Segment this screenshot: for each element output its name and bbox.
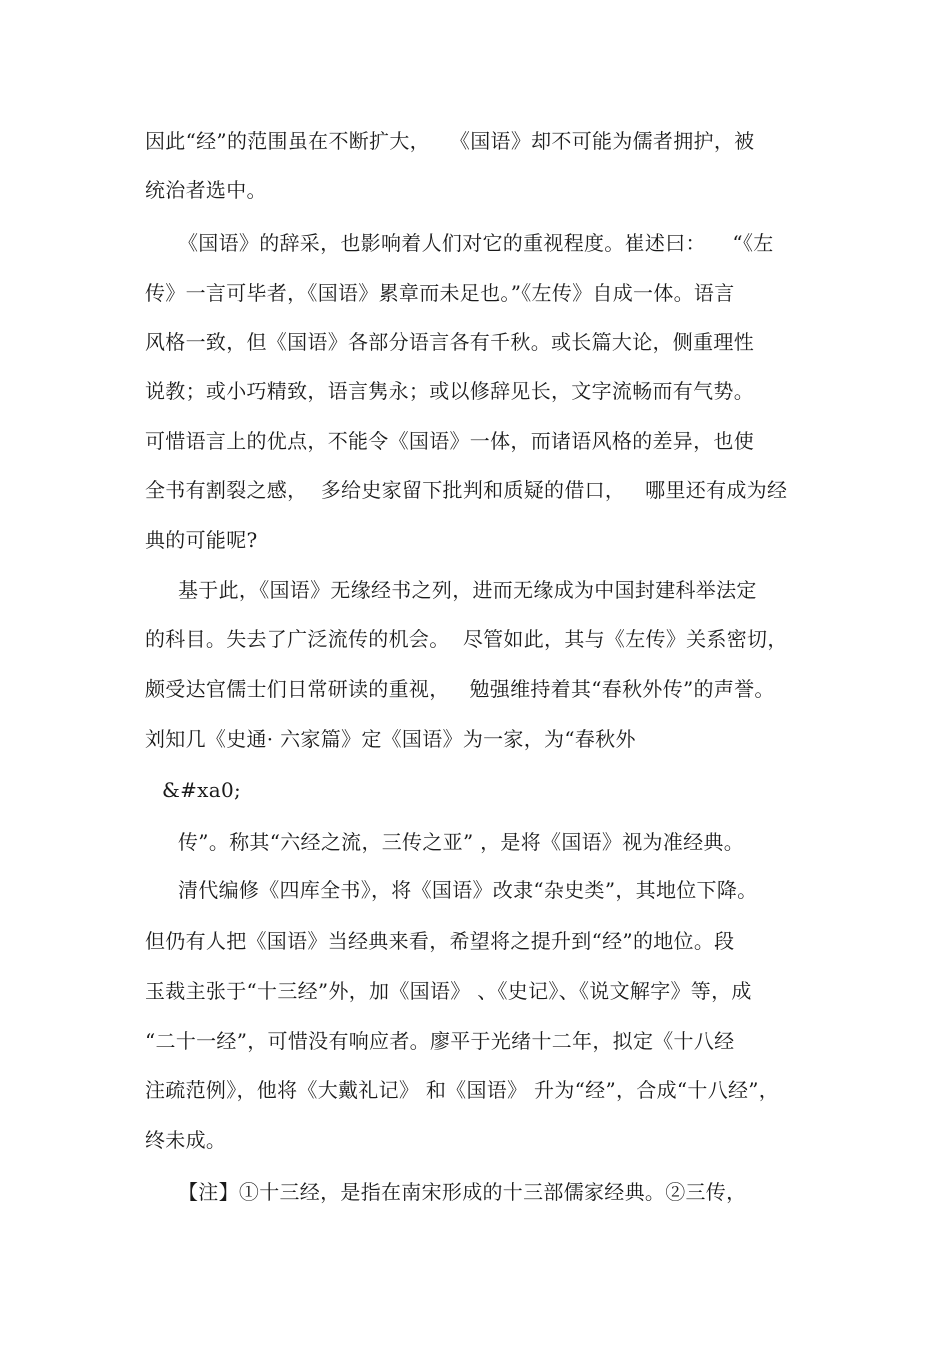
paragraph-line-1: 因此“经”的范围虽在不断扩大， 《国语》却不可能为儒者拥护，被 <box>145 129 755 153</box>
paragraph-line-15: 清代编修《四库全书》，将《国语》改隶“杂史类”，其地位下降。 <box>178 878 758 902</box>
paragraph-line-8: 全书有割裂之感， 多给史家留下批判和质疑的借口， 哪里还有成为经 <box>145 478 788 502</box>
paragraph-line-9: 典的可能呢? <box>145 528 258 552</box>
paragraph-line-16: 但仍有人把《国语》当经典来看，希望将之提升到“经”的地位。段 <box>145 929 735 953</box>
paragraph-line-13: 刘知几《史通· 六家篇》定《国语》为一家，为“春秋外 <box>145 727 636 751</box>
paragraph-line-3: 《国语》的辞采，也影响着人们对它的重视程度。崔述曰： “《左 <box>178 231 774 255</box>
paragraph-line-19: 注疏范例》，他将《大戴礼记》 和《国语》 升为“经”，合成“十八经”， <box>145 1078 780 1102</box>
paragraph-line-2: 统治者选中。 <box>145 178 267 202</box>
footnote-line: 【注】①十三经，是指在南宋形成的十三部儒家经典。②三传， <box>178 1180 747 1204</box>
paragraph-line-11: 的科目。失去了广泛流传的机会。 尽管如此，其与《左传》关系密切， <box>145 627 788 651</box>
paragraph-line-14: 传”。称其“六经之流，三传之亚” ，是将《国语》视为准经典。 <box>178 830 745 854</box>
stray-entity-text: &#xa0; <box>162 778 242 802</box>
paragraph-line-18: “二十一经”，可惜没有响应者。廖平于光绪十二年，拟定《十八经 <box>145 1029 735 1053</box>
paragraph-line-17: 玉裁主张于“十三经”外，加《国语》 、《史记》、《说文解字》等，成 <box>145 979 752 1003</box>
paragraph-line-5: 风格一致，但《国语》各部分语言各有千秋。或长篇大论，侧重理性 <box>145 330 754 354</box>
paragraph-line-7: 可惜语言上的优点，不能令《国语》一体，而诸语风格的差异，也使 <box>145 429 754 453</box>
paragraph-line-4: 传》一言可毕者，《国语》累章而未足也。”《左传》自成一体。语言 <box>145 281 735 305</box>
paragraph-line-10: 基于此，《国语》无缘经书之列，进而无缘成为中国封建科举法定 <box>178 578 757 602</box>
paragraph-line-20: 终未成。 <box>145 1128 227 1152</box>
paragraph-line-12: 颇受达官儒士们日常研读的重视， 勉强维持着其“春秋外传”的声誉。 <box>145 677 775 701</box>
paragraph-line-6: 说教；或小巧精致，语言隽永；或以修辞见长，文字流畅而有气势。 <box>145 379 754 403</box>
